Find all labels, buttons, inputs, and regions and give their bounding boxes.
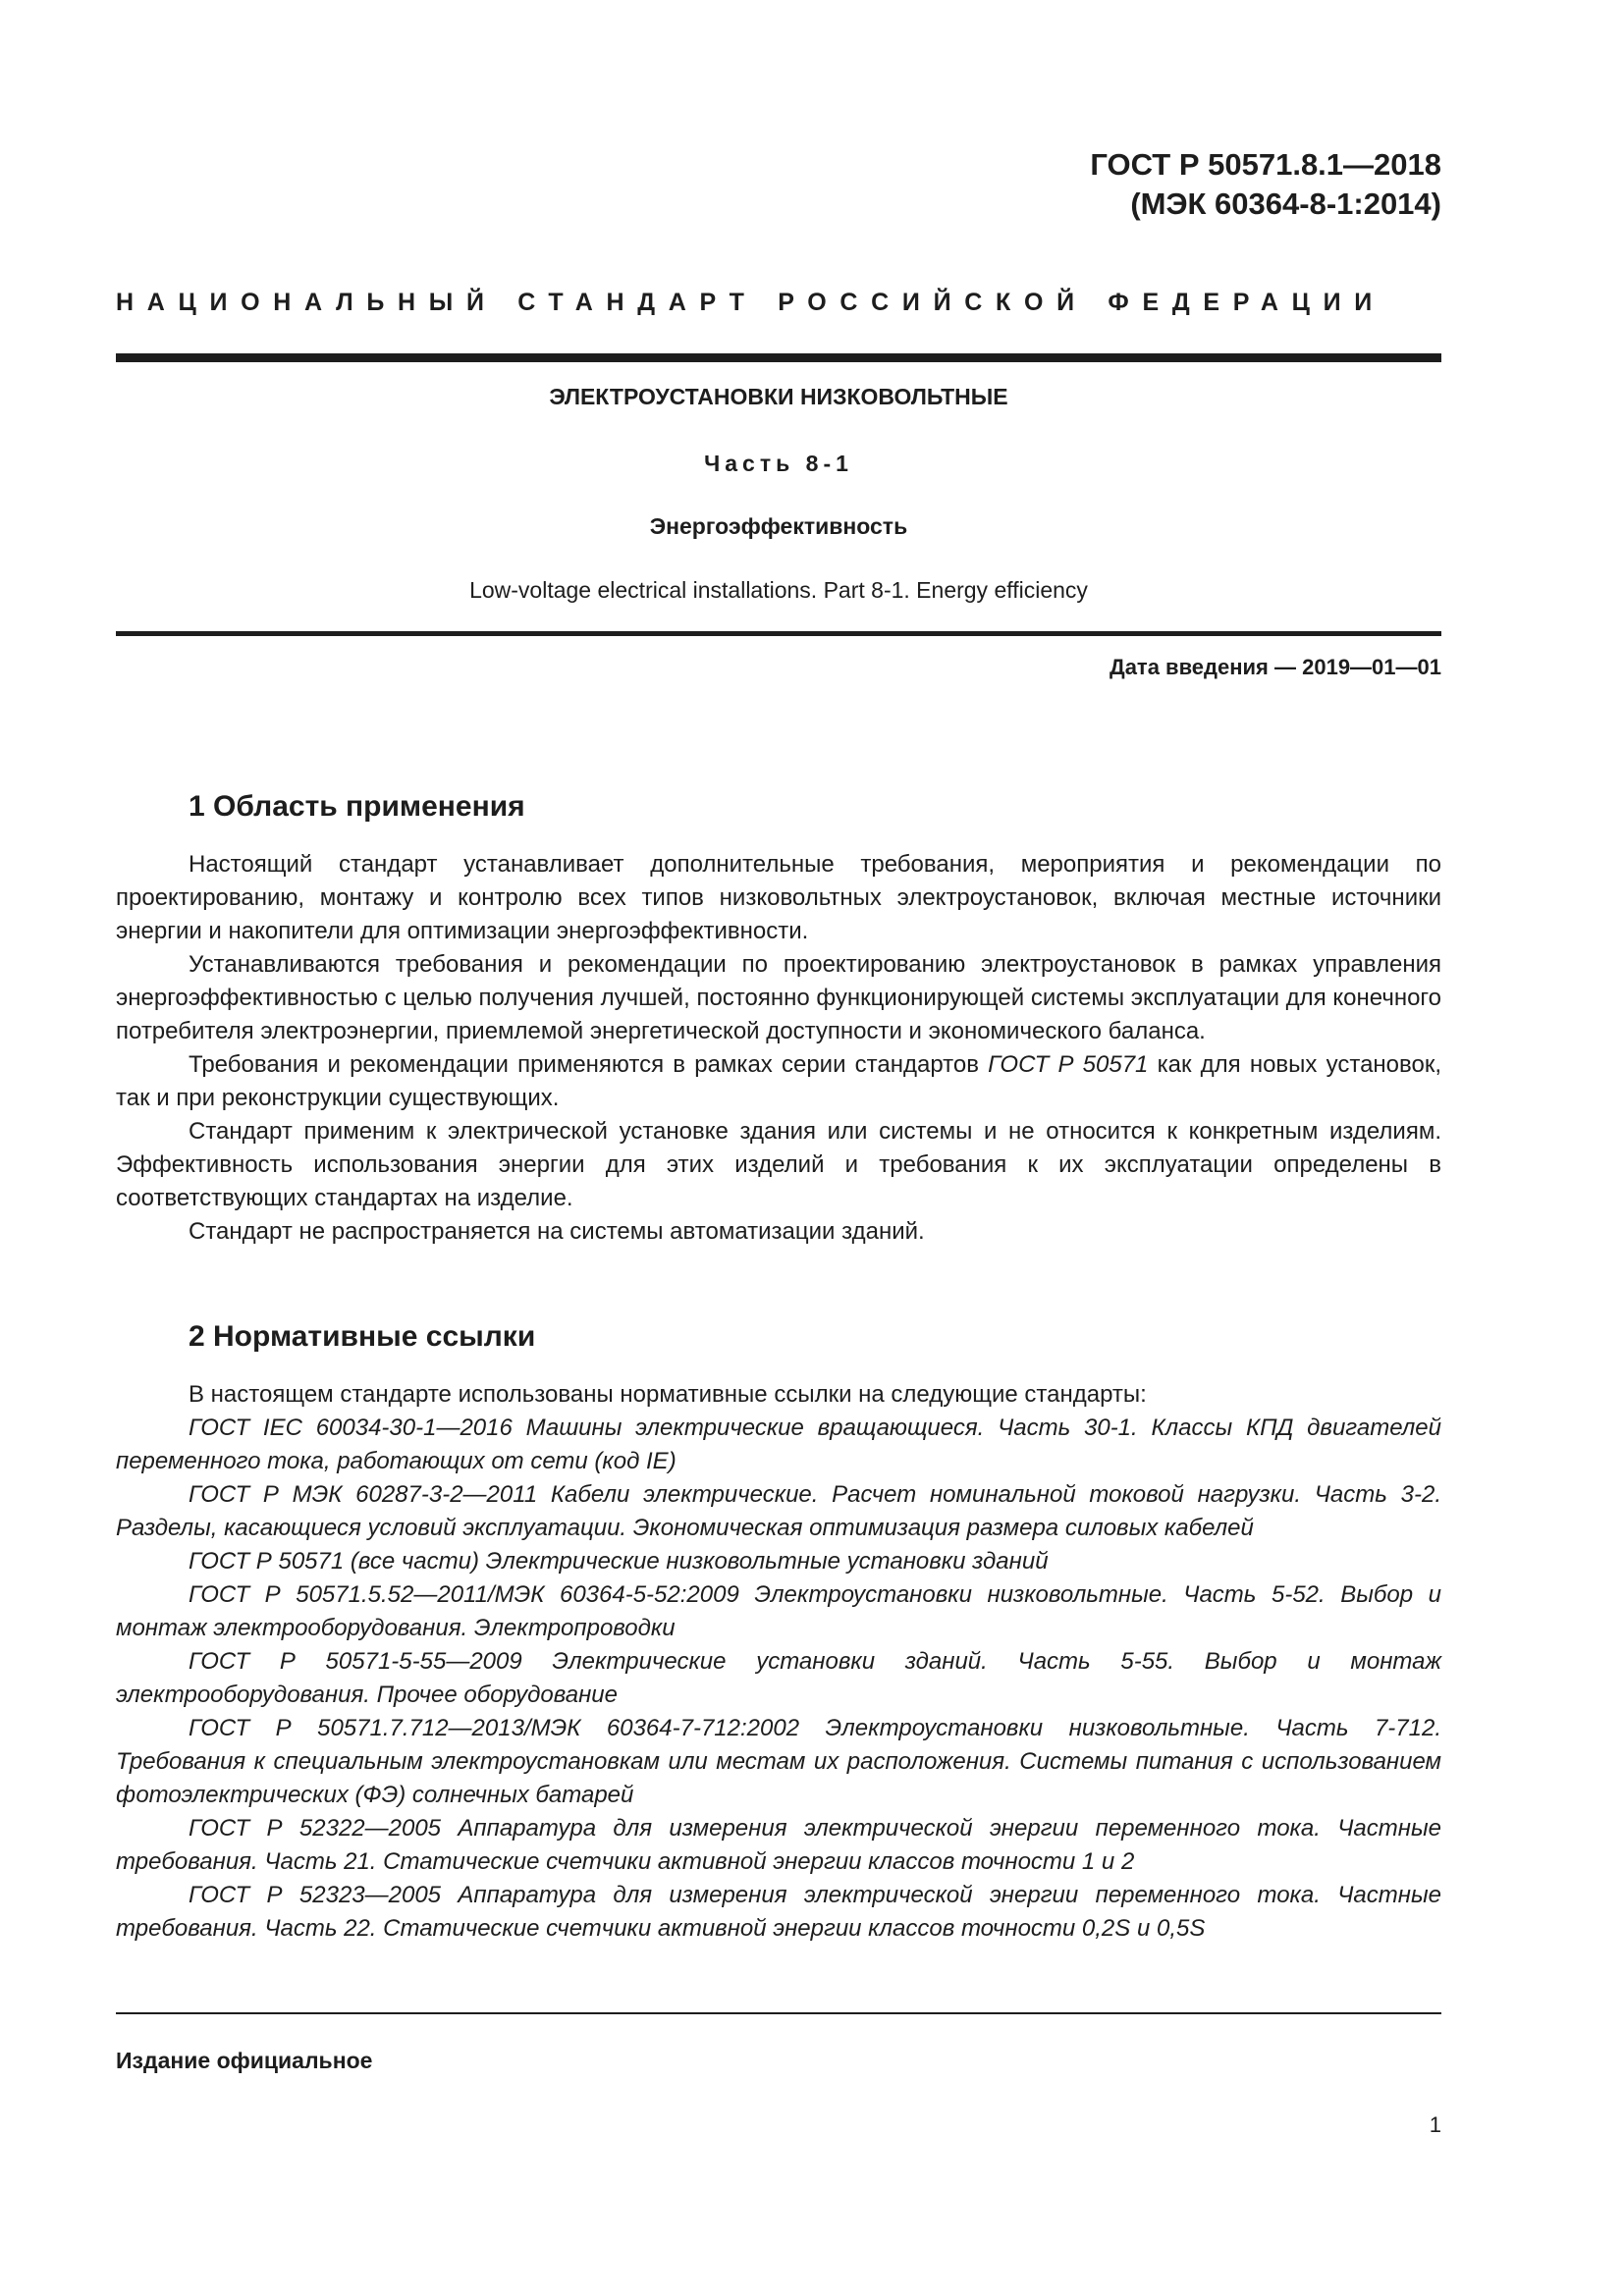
reference-item: ГОСТ IEC 60034-30-1—2016 Машины электрические вращающиеся. Часть 30-1. Классы КПД двигателей переменного тока, работающих от сети (код IE) (116, 1415, 1441, 1474)
standard-designation (1090, 145, 1441, 224)
section-1-body (116, 848, 1441, 1249)
top-divider (116, 353, 1441, 362)
section-2-body (116, 1378, 1441, 1946)
paragraph: Стандарт применим к электрической установке здания или системы и не относится к конкретным изделиям. Эффективность использования энергии для этих изделий и требования к их эксплуатации определены в соответствующих стандартах на изделие. (116, 1118, 1441, 1211)
edition-label: Издание официальное (116, 2048, 373, 2073)
gost-number: ГОСТ Р 50571.8.1—2018 (1090, 147, 1441, 182)
document-subtitle: Энергоэффективность (649, 513, 908, 539)
paragraph: Стандарт не распространяется на системы автоматизации зданий. (189, 1218, 925, 1245)
reference-item: ГОСТ Р МЭК 60287-3-2—2011 Кабели электрические. Расчет номинальной токовой нагрузки. Часть 3-2. Разделы, касающиеся условий эксплуатации. Экономическая оптимизация размера силовых кабелей (116, 1481, 1441, 1541)
reference-item: ГОСТ Р 52322—2005 Аппаратура для измерения электрической энергии переменного тока. Частные требования. Часть 21. Статические счетчики активной энергии классов точности 1 и 2 (116, 1815, 1441, 1875)
section-2-heading: 2 Нормативные ссылки (189, 1320, 536, 1353)
paragraph: В настоящем стандарте использованы нормативные ссылки на следующие стандарты: (189, 1381, 1147, 1408)
title-divider (116, 631, 1441, 636)
paragraph (116, 1048, 1441, 1115)
reference-item: ГОСТ Р 50571.7.712—2013/МЭК 60364-7-712:2002 Электроустановки низковольтные. Часть 7-712. Требования к специальным электроустановкам или местам их расположения. Системы питания с использованием фотоэлектрических (ФЭ) солнечных батарей (116, 1715, 1441, 1808)
paragraph: Устанавливаются требования и рекомендации по проектированию электроустановок в рамках управления энергоэффективностью с целью получения лучшей, постоянно функционирующей системы эксплуатации для конечного потребителя электроэнергии, приемлемой энергетической доступности и экономического баланса. (116, 951, 1441, 1044)
document-page (116, 0, 1441, 2296)
reference-item: ГОСТ Р 50571.5.52—2011/МЭК 60364-5-52:2009 Электроустановки низковольтные. Часть 5-52. Выбор и монтаж электрооборудования. Электропроводки (116, 1581, 1441, 1641)
iec-number: (МЭК 60364-8-1:2014) (1130, 187, 1441, 221)
introduction-date: Дата введения — 2019—01—01 (1110, 655, 1441, 679)
document-part: Часть 8-1 (704, 451, 853, 476)
footer-divider (116, 2012, 1441, 2014)
paragraph-text: Требования и рекомендации применяются в рамках серии стандартов (189, 1051, 979, 1078)
reference-item: ГОСТ Р 50571-5-55—2009 Электрические установки зданий. Часть 5-55. Выбор и монтаж электрооборудования. Прочее оборудование (116, 1648, 1441, 1708)
document-title: ЭЛЕКТРОУСТАНОВКИ НИЗКОВОЛЬТНЫЕ (549, 384, 1008, 409)
page-number: 1 (1429, 2112, 1441, 2137)
reference-item: ГОСТ Р 52323—2005 Аппаратура для измерения электрической энергии переменного тока. Частные требования. Часть 22. Статические счетчики активной энергии классов точности 0,2S и 0,5S (116, 1882, 1441, 1942)
reference-item: ГОСТ Р 50571 (все части) Электрические низковольтные установки зданий (189, 1548, 1049, 1575)
paragraph: Настоящий стандарт устанавливает дополнительные требования, мероприятия и рекомендации по проектированию, монтажу и контролю всех типов низковольтных электроустановок, включая местные источники энергии и накопители для оптимизации энергоэффективности. (116, 851, 1441, 944)
english-title: Low-voltage electrical installations. Part 8-1. Energy efficiency (469, 577, 1088, 603)
section-1-heading: 1 Область применения (189, 790, 525, 823)
paragraph-text: как для новых установок, так и при реконструкции существующих. (116, 1051, 1442, 1111)
standard-reference: ГОСТ Р 50571 (988, 1051, 1149, 1078)
national-standard-banner: НАЦИОНАЛЬНЫЙ СТАНДАРТ РОССИЙСКОЙ ФЕДЕРАЦИИ (116, 289, 1385, 316)
